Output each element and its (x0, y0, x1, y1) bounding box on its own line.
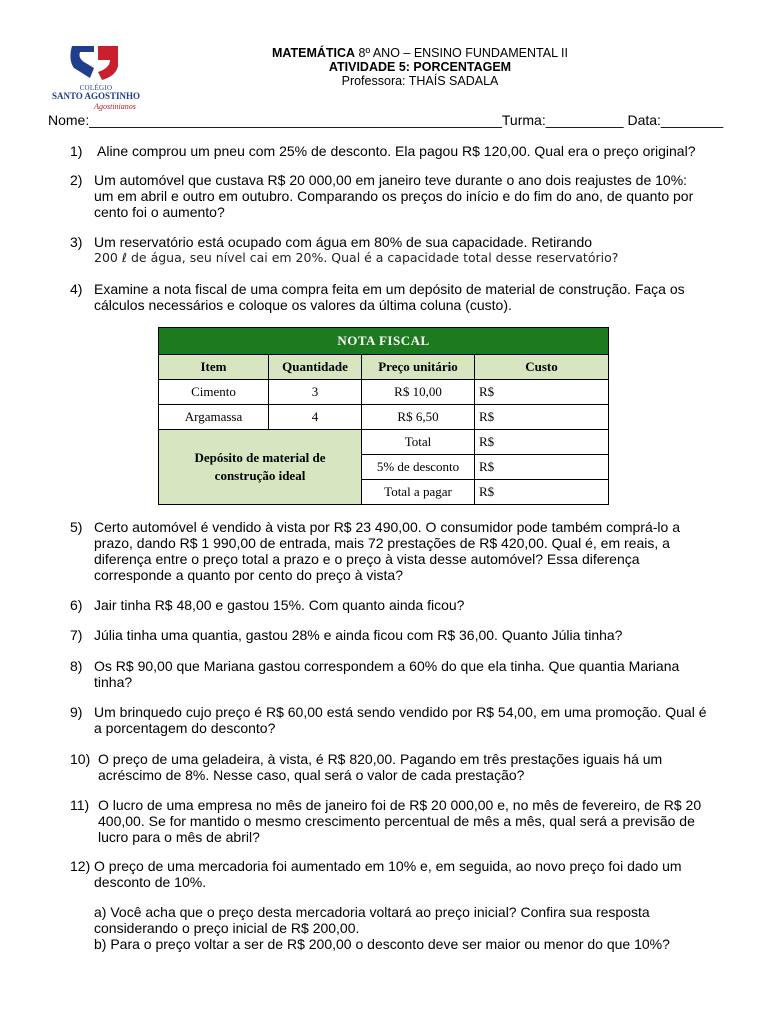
question-text: Certo automóvel é vendido à vista por R$ 23 490,00. O consumidor pode também comprá-lo a prazo, dando R$ 1 990,00 de entrada, mais 72 prestações de R$ 420,00. Qual é, em reais, a diferença entre o preço total a prazo e o preço à vista desse automóvel? Essa diferença corresponde a quanto por cento do preço à vista? (94, 519, 680, 583)
question-2 (70, 172, 710, 220)
logo-subtitle: Agostinianos (94, 102, 136, 111)
logo-caption: COLÉGIO (79, 84, 113, 92)
question-5 (70, 519, 710, 583)
question-number: 5) (70, 519, 83, 535)
header-line-1 (220, 46, 620, 60)
question-12-part-a: a) Você acha que o preço desta mercadoria voltará ao preço inicial? Confira sua resposta considerando o preço inicial de R$ 200,00. (94, 904, 650, 936)
question-text: Um reservatório está ocupado com água em 80% de sua capacidade. Retirando (94, 234, 593, 250)
question-12 (70, 858, 710, 952)
question-text: Os R$ 90,00 que Mariana gastou correspondem a 60% do que ela tinha. Que quantia Mariana tinha? (94, 658, 680, 690)
question-text: O lucro de uma empresa no mês de janeiro foi de R$ 20 000,00 e, no mês de fevereiro, de R$ 20 400,00. Se for mantido o mesmo crescimento percentual de mês a mês, qual será a previsão de lucro para o mês de abril? (98, 797, 702, 845)
question-11 (70, 797, 710, 845)
table-row (159, 405, 609, 430)
question-3 (70, 234, 710, 266)
summary-row (159, 430, 609, 455)
question-4 (70, 281, 710, 313)
quantity-cell: 4 (269, 405, 362, 430)
question-number: 8) (70, 658, 83, 674)
logo-school-name: SANTO AGOSTINHO (51, 91, 141, 101)
column-header-cost: Custo (475, 355, 609, 380)
question-number: 3) (70, 234, 83, 250)
question-text: Um brinquedo cujo preço é R$ 60,00 está sendo vendido por R$ 54,00, em uma promoção. Qual é a porcentagem do desconto? (94, 704, 707, 736)
column-header-unit-price: Preço unitário (362, 355, 475, 380)
summary-label-discount: 5% de desconto (362, 455, 475, 480)
question-number: 1) (70, 143, 83, 159)
store-name-cell (159, 430, 362, 505)
item-cell: Argamassa (159, 405, 269, 430)
question-number: 2) (70, 172, 83, 188)
question-text: Aline comprou um pneu com 25% de desconto. Ela pagou R$ 120,00. Qual era o preço original? (97, 143, 696, 159)
column-header-item: Item (159, 355, 269, 380)
question-text: O preço de uma mercadoria foi aumentado em 10% e, em seguida, ao novo preço foi dado um desconto de 10%. (94, 858, 682, 890)
teacher-name: Professora: THAÍS SADALA (341, 74, 499, 88)
summary-label-total: Total (362, 430, 475, 455)
question-number: 10) (70, 751, 91, 767)
school-logo (46, 42, 156, 114)
question-8 (70, 658, 710, 690)
document-header (220, 46, 620, 88)
question-number: 6) (70, 597, 83, 613)
cost-cell: R$ (475, 405, 609, 430)
summary-label-total-to-pay: Total a pagar (362, 480, 475, 505)
store-name-line-1: Depósito de material de (194, 450, 326, 465)
quantity-cell: 3 (269, 380, 362, 405)
question-text-continued: 200 ℓ de água, seu nível cai em 20%. Qual é a capacidade total desse reservatório? (94, 250, 619, 265)
question-text: O preço de uma geladeira, à vista, é R$ 820,00. Pagando em três prestações iguais há um acréscimo de 8%. Nesse caso, qual será o valor de cada prestação? (98, 751, 663, 783)
school-emblem-icon (68, 42, 124, 82)
grade-level: 8º ANO – ENSINO FUNDAMENTAL II (355, 46, 569, 60)
question-number: 4) (70, 281, 83, 297)
table-row (159, 380, 609, 405)
question-number: 9) (70, 704, 83, 720)
question-text: Jair tinha R$ 48,00 e gastou 15%. Com quanto ainda ficou? (94, 597, 465, 613)
invoice-title: NOTA FISCAL (159, 328, 609, 355)
column-header-quantity: Quantidade (269, 355, 362, 380)
question-12-part-b: b) Para o preço voltar a ser de R$ 200,00 o desconto deve ser maior ou menor do que 10%? (94, 936, 670, 952)
subject-title: MATEMÁTICA (271, 46, 356, 60)
question-6 (70, 597, 710, 613)
question-text: Examine a nota fiscal de uma compra feita em um depósito de material de construção. Faça os cálculos necessários e coloque os valores da última coluna (custo). (94, 281, 685, 313)
store-name-line-2: construção ideal (214, 468, 306, 483)
activity-title: ATIVIDADE 5: PORCENTAGEM (328, 60, 512, 74)
question-number: 12) (70, 858, 91, 874)
question-number: 7) (70, 627, 83, 643)
question-text: Júlia tinha uma quantia, gastou 28% e ainda ficou com R$ 36,00. Quanto Júlia tinha? (94, 627, 623, 643)
question-number: 11) (70, 797, 90, 813)
question-7 (70, 627, 710, 643)
question-1 (70, 143, 710, 159)
summary-cost-discount: R$ (475, 455, 609, 480)
summary-cost-total-to-pay: R$ (475, 480, 609, 505)
student-info-line: Nome:_____________________________________________________Turma:__________ Data:________ (48, 112, 724, 128)
question-text: Um automóvel que custava R$ 20 000,00 em janeiro teve durante o ano dois reajustes de 10%: um em abril e outro em outubro. Comparando os preços do início e do fim do ano, de quanto por cento foi o aumento? (94, 172, 694, 220)
invoice-table (158, 327, 609, 505)
unit-price-cell: R$ 10,00 (362, 380, 475, 405)
unit-price-cell: R$ 6,50 (362, 405, 475, 430)
summary-cost-total: R$ (475, 430, 609, 455)
question-10 (70, 751, 710, 783)
item-cell: Cimento (159, 380, 269, 405)
cost-cell: R$ (475, 380, 609, 405)
question-9 (70, 704, 710, 736)
